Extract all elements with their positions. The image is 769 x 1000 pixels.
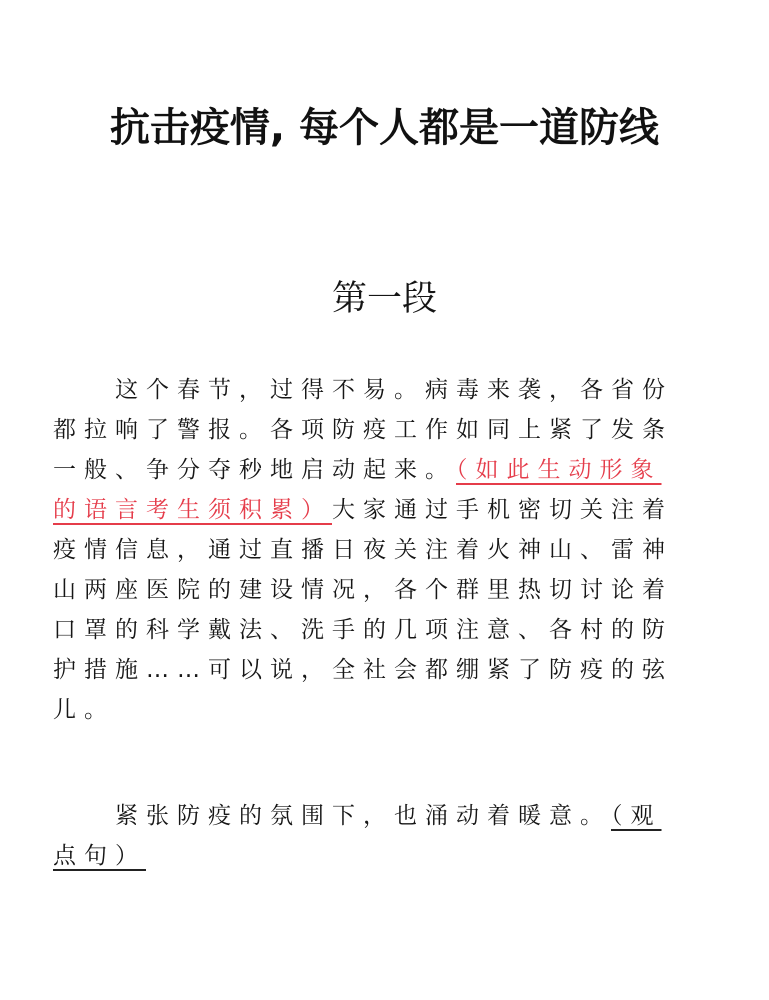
paragraph-line bbox=[53, 796, 693, 836]
red-annotation: 的语言考生须积累） bbox=[53, 497, 332, 523]
red-annotation: （如此生动形象 bbox=[456, 457, 662, 483]
paragraph-text: 紧张防疫的氛围下，也涌动着暖意。 bbox=[115, 803, 611, 829]
viewpoint-annotation: 点句） bbox=[53, 843, 146, 869]
document-title: 抗击疫情, 每个人都是一道防线 bbox=[109, 105, 660, 151]
paragraph-1 bbox=[53, 370, 693, 730]
section-heading: 第一段 bbox=[331, 279, 437, 319]
viewpoint-annotation: （观 bbox=[611, 803, 662, 829]
paragraph-line: 儿。 bbox=[53, 697, 115, 723]
paragraph-line bbox=[53, 450, 693, 490]
paragraph-line: 山两座医院的建设情况，各个群里热切讨论着 bbox=[53, 577, 673, 603]
paragraph-line: 护措施……可以说，全社会都绷紧了防疫的弦 bbox=[53, 657, 673, 683]
paragraph-line: 这个春节，过得不易。病毒来袭，各省份 bbox=[115, 377, 673, 403]
paragraph-line: 疫情信息，通过直播日夜关注着火神山、雷神 bbox=[53, 537, 673, 563]
paragraph-line bbox=[53, 490, 693, 530]
paragraph-line bbox=[53, 836, 693, 876]
paragraph-line: 都拉响了警报。各项防疫工作如同上紧了发条 bbox=[53, 417, 673, 443]
paragraph-2 bbox=[53, 796, 693, 876]
paragraph-text: 大家通过手机密切关注着 bbox=[332, 497, 673, 523]
paragraph-line: 口罩的科学戴法、洗手的几项注意、各村的防 bbox=[53, 617, 673, 643]
paragraph-text: 一般、争分夺秒地启动起来。 bbox=[53, 457, 456, 483]
